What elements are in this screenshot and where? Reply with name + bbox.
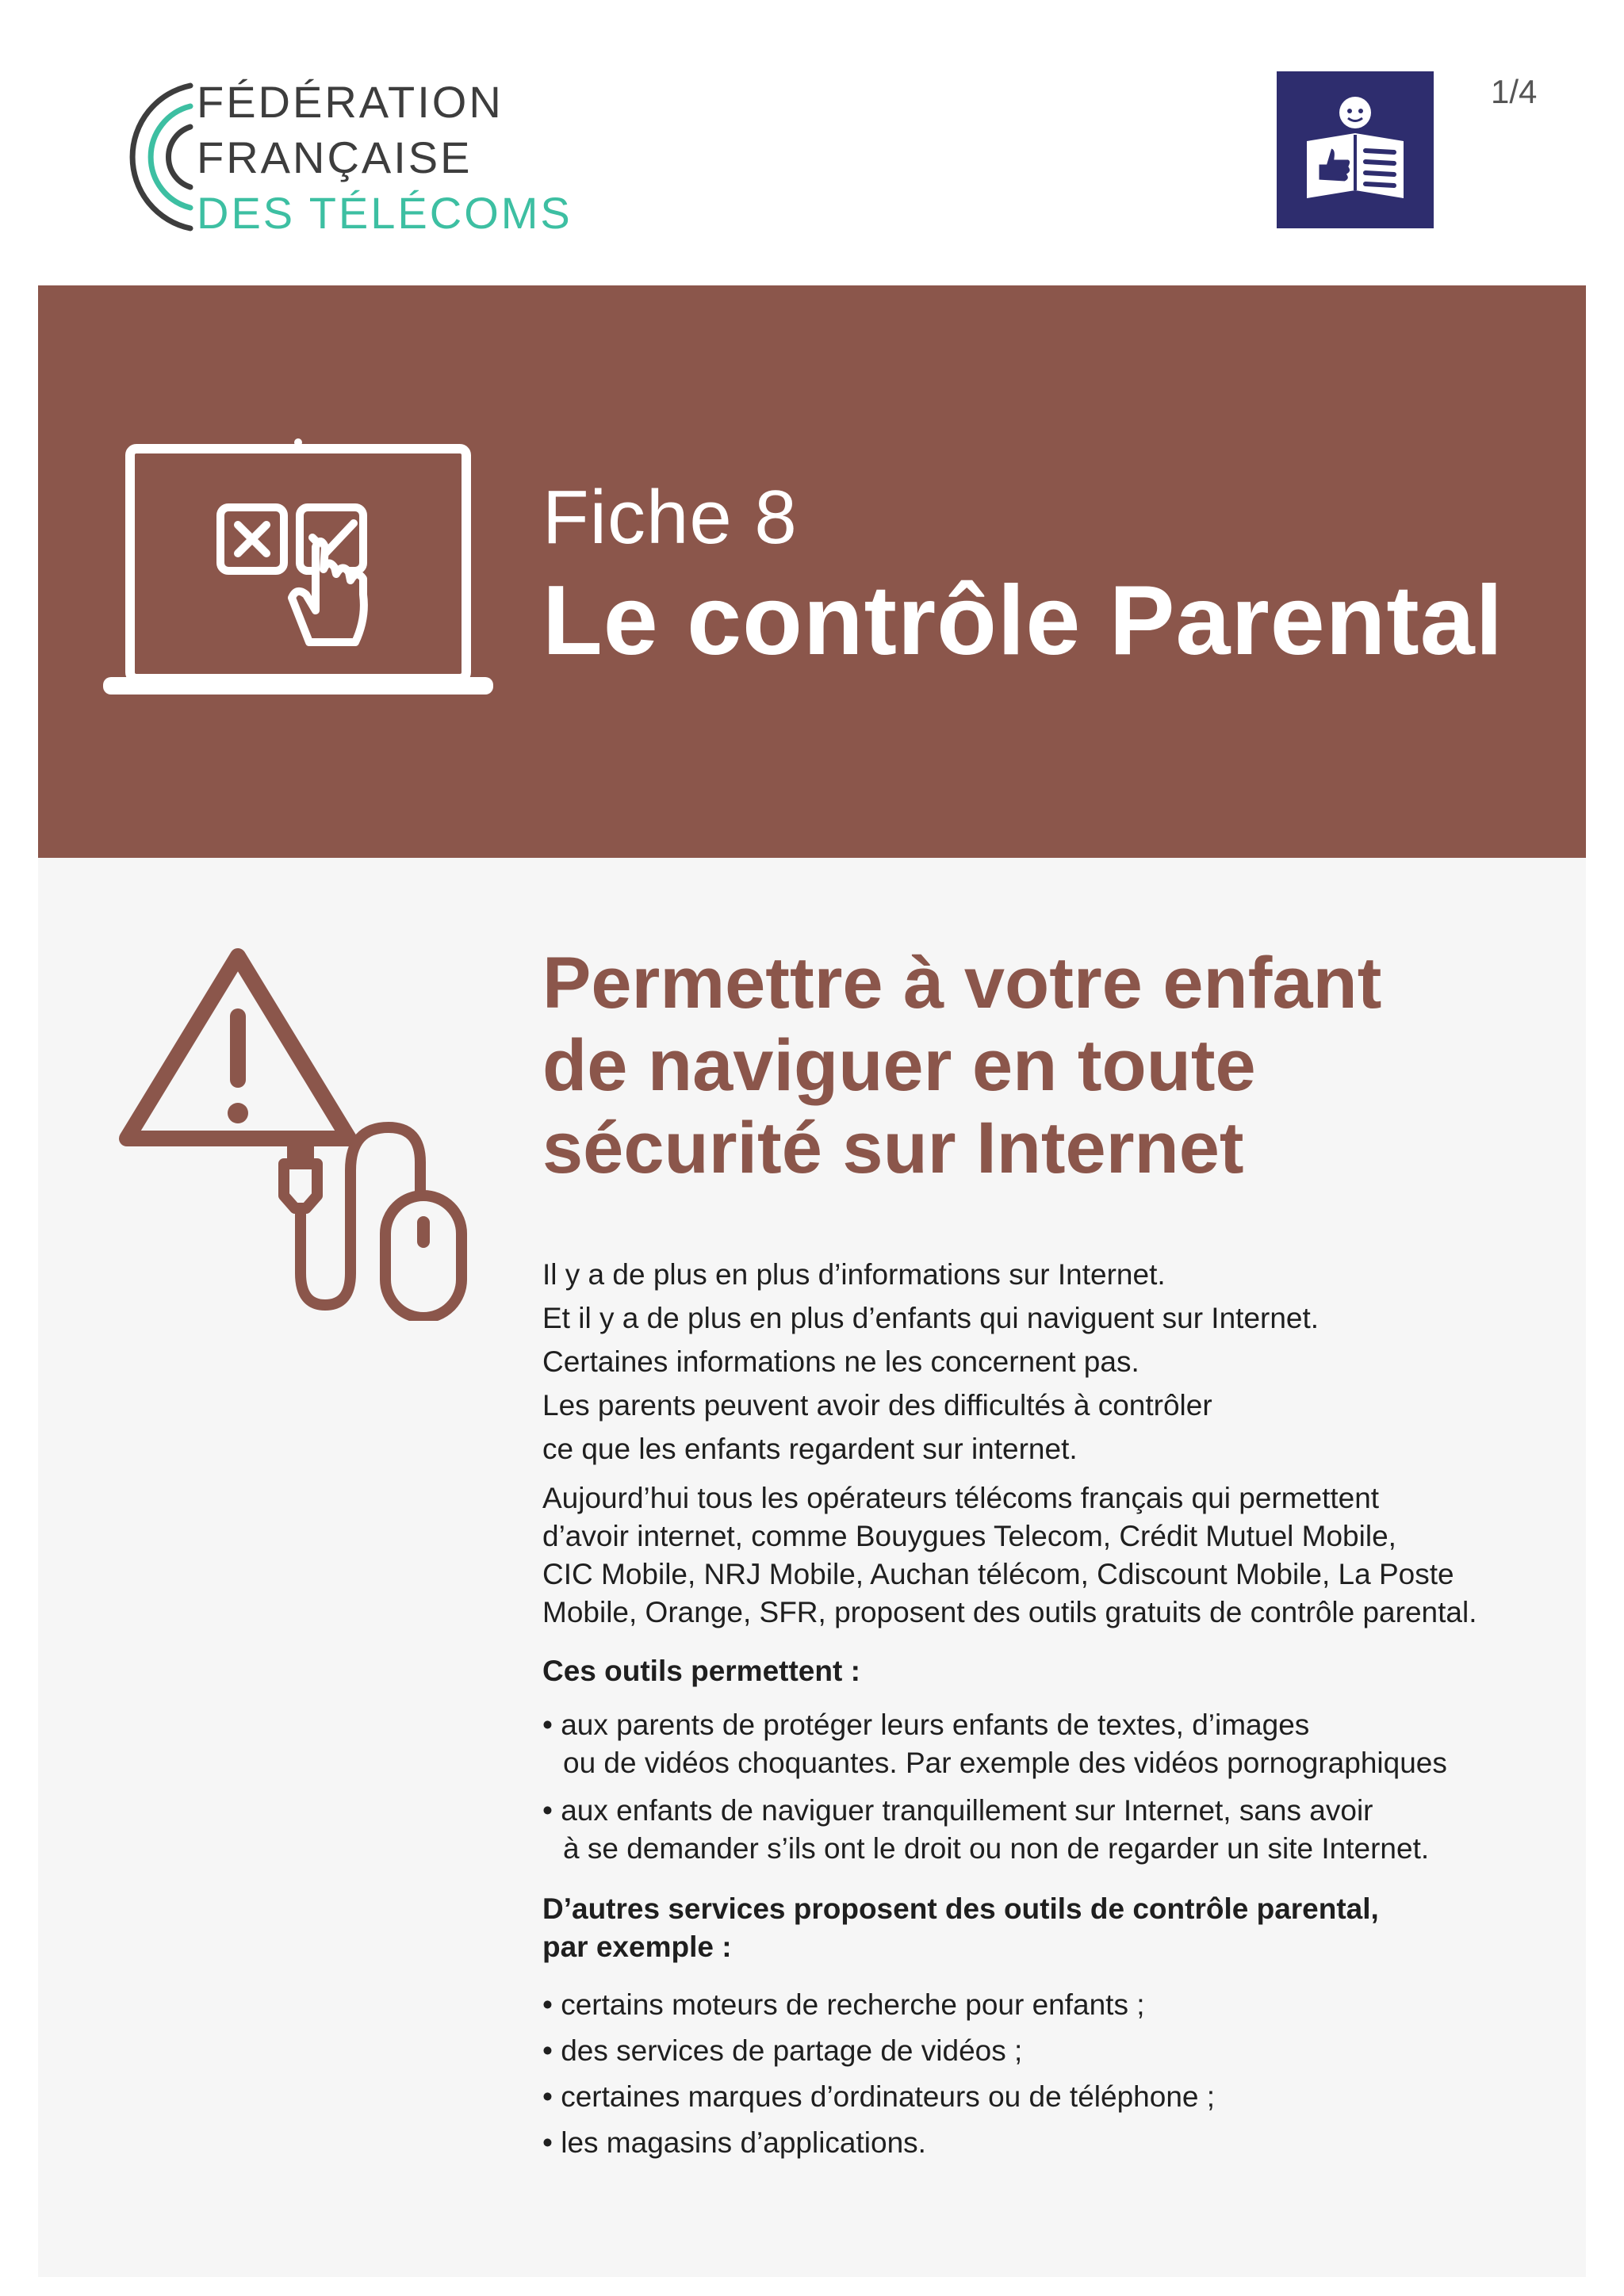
list-item: • les magasins d’applications.	[542, 2126, 926, 2159]
easy-read-badge	[1277, 71, 1434, 228]
list-item: • certaines marques d’ordinateurs ou de téléphone ;	[542, 2080, 1216, 2113]
other-services-heading	[542, 1890, 1589, 1966]
text-line: Aujourd’hui tous les opérateurs télécoms français qui permettent	[542, 1482, 1380, 1514]
text-line: ce que les enfants regardent sur internet.	[542, 1433, 1078, 1465]
text-line: Et il y a de plus en plus d’enfants qui naviguent sur Internet.	[542, 1302, 1320, 1334]
operators-paragraph	[542, 1479, 1589, 1632]
heading-line: de naviguer en toute	[542, 1025, 1256, 1106]
list-item-line: • aux parents de protéger leurs enfants de textes, d’images	[542, 1709, 1310, 1741]
logo-line-3: DES TÉLÉCOMS	[197, 188, 573, 238]
page-number: 1/4	[1491, 73, 1538, 110]
text-line: Les parents peuvent avoir des difficultés à contrôler	[542, 1389, 1212, 1422]
logo-arcs-icon	[103, 79, 198, 235]
title-banner	[38, 285, 1586, 858]
warning-mouse-icon	[119, 940, 484, 1321]
section-heading	[542, 942, 1573, 1189]
heading-line: sécurité sur Internet	[542, 1108, 1244, 1188]
other-heading-line: D’autres services proposent des outils de contrôle parental,	[542, 1892, 1379, 1925]
logo-line-2: FRANÇAISE	[197, 132, 473, 182]
list-item: • des services de partage de vidéos ;	[542, 2034, 1023, 2067]
list-item	[542, 1706, 1589, 1782]
other-heading-line: par exemple :	[542, 1931, 732, 1963]
list-item-line: ou de vidéos choquantes. Par exemple des vidéos pornographiques	[563, 1747, 1447, 1779]
logo-line-1: FÉDÉRATION	[197, 77, 504, 127]
tools-heading	[542, 1652, 1589, 1690]
heading-line: Permettre à votre enfant	[542, 943, 1382, 1024]
text-line: Certaines informations ne les concernent pas.	[542, 1345, 1139, 1378]
tools-list	[542, 1706, 1589, 1868]
intro-paragraph	[542, 1253, 1589, 1471]
list-item-line: à se demander s’ils ont le droit ou non de regarder un site Internet.	[563, 1832, 1430, 1865]
text-line: Il y a de plus en plus d’informations sur Internet.	[542, 1258, 1166, 1291]
easy-read-icon	[1277, 71, 1434, 228]
list-item-line: • aux enfants de naviguer tranquillement sur Internet, sans avoir	[542, 1794, 1373, 1827]
logo-text	[197, 75, 573, 241]
text-line: CIC Mobile, NRJ Mobile, Auchan télécom, Cdiscount Mobile, La Poste	[542, 1558, 1454, 1590]
tools-heading-text: Ces outils permettent :	[542, 1655, 860, 1687]
fiche-kicker: Fiche 8	[542, 475, 798, 560]
list-item: • certains moteurs de recherche pour enfants ;	[542, 1988, 1145, 2021]
text-line: Mobile, Orange, SFR, proposent des outils gratuits de contrôle parental.	[542, 1596, 1477, 1628]
text-line: d’avoir internet, comme Bouygues Telecom, Crédit Mutuel Mobile,	[542, 1520, 1396, 1552]
laptop-checkbox-icon	[102, 436, 514, 706]
ffd-logo	[103, 73, 579, 239]
list-item	[542, 1792, 1589, 1868]
page-title: Le contrôle Parental	[542, 566, 1504, 675]
other-services-list	[542, 1982, 1589, 2166]
